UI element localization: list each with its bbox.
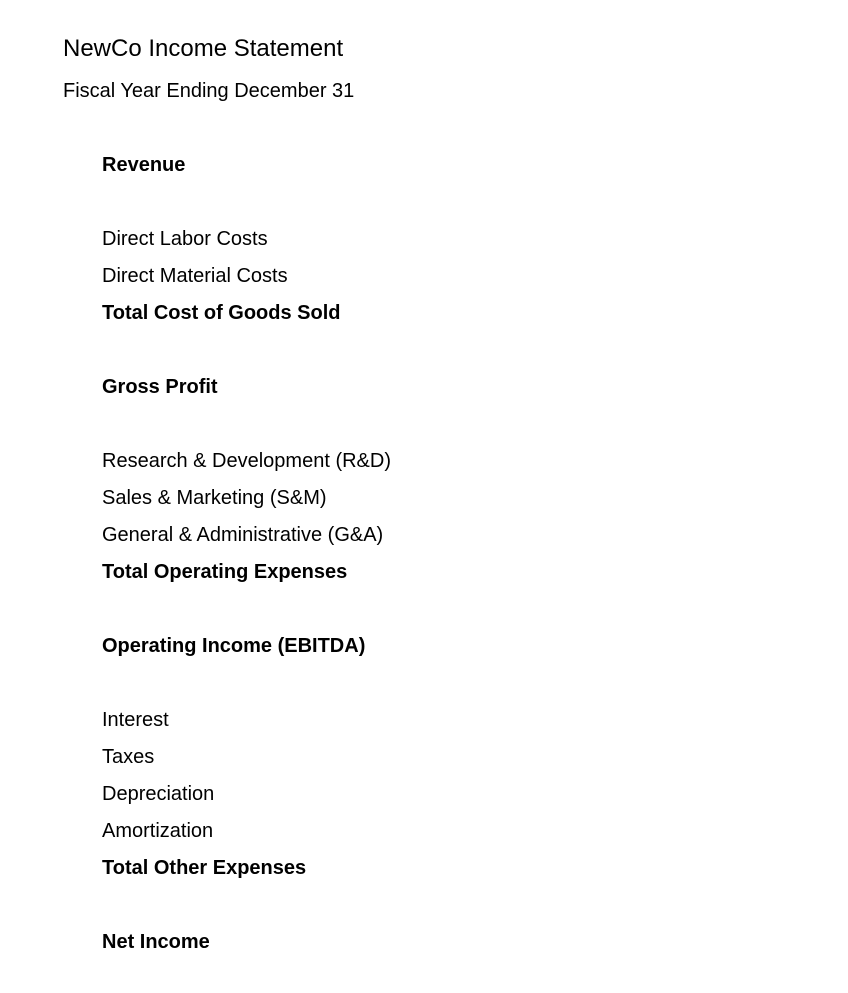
document-title: NewCo Income Statement bbox=[63, 35, 344, 62]
line-spacer bbox=[102, 668, 802, 705]
line-research-development: Research & Development (R&D) bbox=[102, 450, 391, 472]
line-taxes: Taxes bbox=[102, 746, 155, 768]
line-net-income: Net Income bbox=[102, 931, 210, 953]
line-amortization: Amortization bbox=[102, 820, 214, 842]
line-sales-marketing: Sales & Marketing (S&M) bbox=[102, 487, 327, 509]
line-revenue: Revenue bbox=[102, 154, 186, 176]
line-operating-income: Operating Income (EBITDA) bbox=[102, 635, 366, 657]
line-interest: Interest bbox=[102, 709, 169, 731]
line-spacer bbox=[102, 409, 802, 446]
line-depreciation: Depreciation bbox=[102, 783, 215, 805]
line-spacer bbox=[102, 187, 802, 224]
line-direct-material-costs: Direct Material Costs bbox=[102, 265, 288, 287]
line-direct-labor-costs: Direct Labor Costs bbox=[102, 228, 268, 250]
document-subtitle: Fiscal Year Ending December 31 bbox=[63, 80, 355, 102]
statement-lines bbox=[102, 150, 802, 964]
line-total-cogs: Total Cost of Goods Sold bbox=[102, 302, 341, 324]
line-total-operating-expenses: Total Operating Expenses bbox=[102, 561, 348, 583]
line-spacer bbox=[102, 335, 802, 372]
line-total-other-expenses: Total Other Expenses bbox=[102, 857, 307, 879]
line-spacer bbox=[102, 594, 802, 631]
line-general-administrative: General & Administrative (G&A) bbox=[102, 524, 384, 546]
line-spacer bbox=[102, 890, 802, 927]
line-gross-profit: Gross Profit bbox=[102, 376, 218, 398]
